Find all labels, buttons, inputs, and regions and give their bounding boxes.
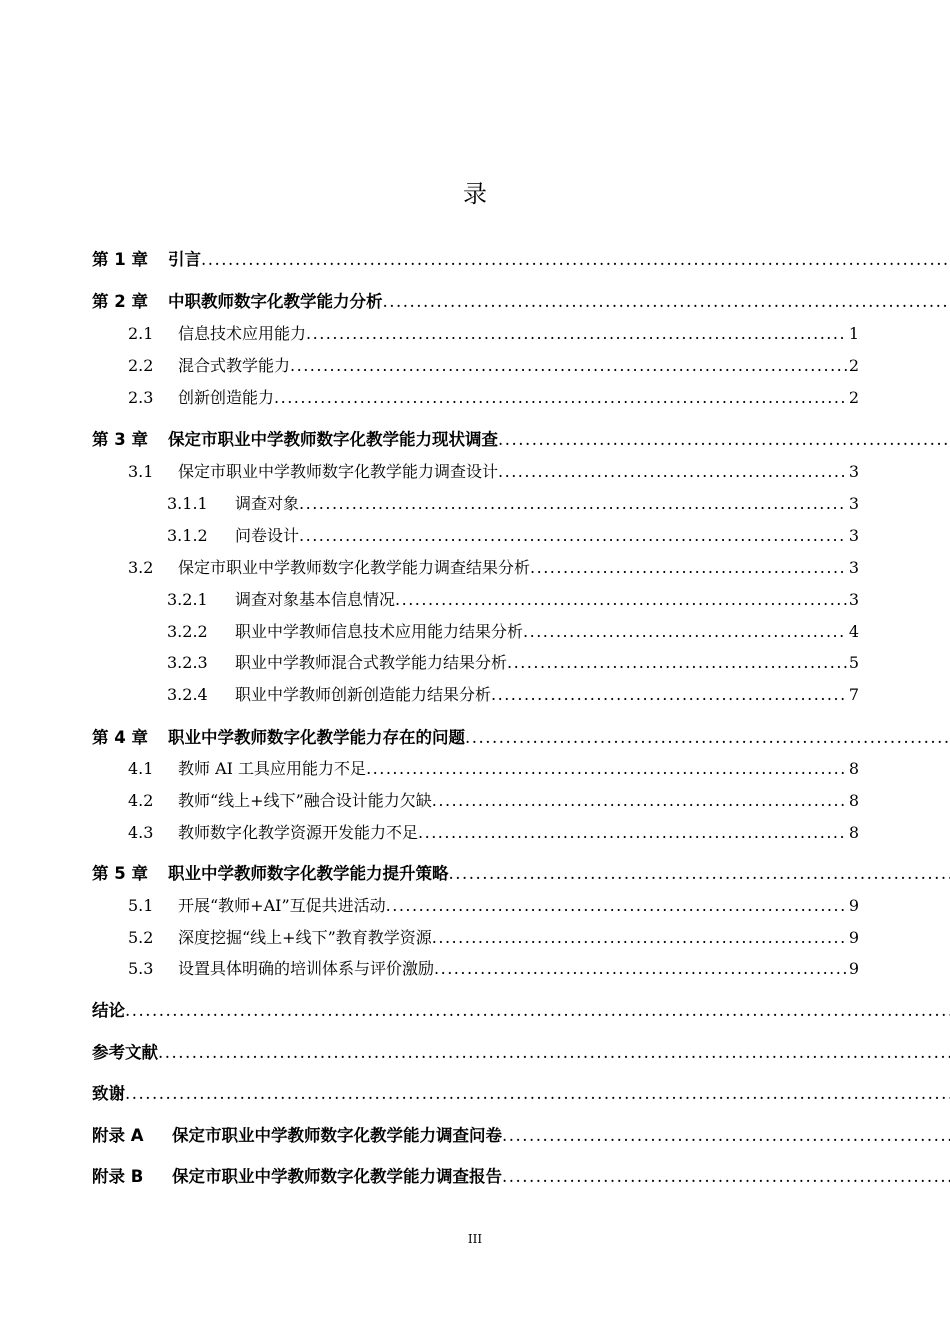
toc-dot-leader (502, 1124, 950, 1148)
toc-dot-leader (465, 726, 950, 750)
toc-entry-number: 2.3 (128, 388, 154, 407)
toc-entry-number: 附录 A (92, 1126, 144, 1145)
toc-entry-number: 4.1 (128, 759, 154, 778)
toc-entry-section[interactable] (128, 322, 859, 346)
toc-entry-title: 深度挖掘“线上+线下”教育教学资源 (178, 928, 432, 947)
toc-entry-chapter[interactable] (92, 248, 950, 272)
toc-page-number: 1 (848, 324, 859, 343)
page-title: 录 (463, 180, 487, 208)
toc-dot-leader (418, 821, 847, 845)
toc-entry-title: 教师数字化教学资源开发能力不足 (178, 823, 419, 842)
toc-entry-number: 3.2.2 (167, 622, 208, 641)
toc-entry-section[interactable] (128, 460, 859, 484)
toc-dot-leader (299, 524, 847, 548)
toc-page-number: 5 (848, 653, 859, 672)
toc-page-number: 2 (848, 388, 859, 407)
toc-entry-chapter[interactable] (92, 1165, 950, 1189)
toc-entry-number: 3.2 (128, 558, 154, 577)
toc-entry-chapter[interactable] (92, 290, 950, 314)
toc-entry-number: 第 1 章 (92, 250, 148, 269)
toc-page-number: 9 (848, 896, 859, 915)
toc-entry-chapter[interactable] (92, 1124, 950, 1148)
toc-entry-number: 5.1 (128, 896, 154, 915)
toc-dot-leader (523, 620, 847, 644)
toc-page-number: 7 (848, 685, 859, 704)
toc-entry-number: 3.2.1 (167, 590, 208, 609)
toc-dot-leader (507, 651, 847, 675)
toc-dot-leader (201, 248, 950, 272)
toc-entry-title: 教师 AI 工具应用能力不足 (178, 759, 367, 778)
toc-entry-title: 职业中学教师数字化教学能力存在的问题 (168, 728, 465, 747)
toc-entry-title: 参考文献 (92, 1043, 158, 1062)
toc-entry-number: 3.2.3 (167, 653, 208, 672)
toc-entry-subsection[interactable] (167, 620, 859, 644)
toc-entry-number: 4.3 (128, 823, 154, 842)
toc-entry-title: 职业中学教师混合式教学能力结果分析 (235, 653, 508, 672)
toc-page-number: 4 (848, 622, 859, 641)
toc-entry-title: 中职教师数字化教学能力分析 (168, 292, 383, 311)
toc-dot-leader (299, 492, 847, 516)
toc-dot-leader (530, 556, 847, 580)
toc-page-number: 3 (848, 526, 859, 545)
toc-dot-leader (432, 789, 847, 813)
toc-dot-leader (125, 999, 950, 1023)
toc-page-number: 3 (848, 462, 859, 481)
toc-entry-section[interactable] (128, 556, 859, 580)
toc-entry-number: 4.2 (128, 791, 154, 810)
toc-entry-subsection[interactable] (167, 492, 859, 516)
toc-entry-title: 保定市职业中学教师数字化教学能力调查问卷 (172, 1126, 502, 1145)
toc-dot-leader (306, 322, 847, 346)
toc-entry-title: 设置具体明确的培训体系与评价激励 (178, 959, 435, 978)
toc-dot-leader (502, 1165, 950, 1189)
toc-entry-title: 调查对象 (235, 494, 300, 513)
toc-entry-title: 保定市职业中学教师数字化教学能力调查设计 (178, 462, 499, 481)
toc-entry-section[interactable] (128, 926, 859, 950)
toc-entry-chapter[interactable] (92, 862, 950, 886)
toc-page-number: 2 (848, 356, 859, 375)
toc-entry-number: 3.1.1 (167, 494, 208, 513)
toc-entry-title: 教师“线上+线下”融合设计能力欠缺 (178, 791, 432, 810)
toc-entry-title: 问卷设计 (235, 526, 300, 545)
toc-entry-title: 职业中学教师数字化教学能力提升策略 (168, 864, 449, 883)
toc-dot-leader (386, 894, 847, 918)
toc-entry-number: 第 3 章 (92, 430, 148, 449)
toc-dot-leader (432, 926, 847, 950)
toc-entry-subsection[interactable] (167, 683, 859, 707)
toc-entry-number: 5.3 (128, 959, 154, 978)
toc-entry-section[interactable] (128, 894, 859, 918)
toc-entry-number: 3.2.4 (167, 685, 208, 704)
toc-dot-leader (383, 290, 950, 314)
toc-entry-number: 附录 B (92, 1167, 144, 1186)
toc-page-number: 8 (848, 823, 859, 842)
toc-entry-title: 引言 (168, 250, 201, 269)
toc-entry-section[interactable] (128, 386, 859, 410)
toc-entry-number: 5.2 (128, 928, 154, 947)
toc-entry-title: 保定市职业中学教师数字化教学能力现状调查 (168, 430, 498, 449)
toc-entry-section[interactable] (128, 821, 859, 845)
toc-dot-leader (498, 428, 950, 452)
toc-page-number: 9 (848, 959, 859, 978)
toc-dot-leader (434, 957, 847, 981)
toc-entry-section[interactable] (128, 757, 859, 781)
toc-entry-title: 保定市职业中学教师数字化教学能力调查结果分析 (178, 558, 531, 577)
toc-page-number: 3 (848, 558, 859, 577)
toc-entry-number: 第 2 章 (92, 292, 148, 311)
toc-page-number: 3 (848, 590, 859, 609)
toc-entry-number: 2.1 (128, 324, 154, 343)
toc-entry-title: 致谢 (92, 1084, 125, 1103)
toc-dot-leader (290, 354, 847, 378)
toc-entry-title: 创新创造能力 (178, 388, 275, 407)
toc-entry-title: 职业中学教师信息技术应用能力结果分析 (235, 622, 524, 641)
toc-page-number: 8 (848, 759, 859, 778)
toc-page-number: 3 (848, 494, 859, 513)
toc-entry-number: 3.1 (128, 462, 154, 481)
toc-entry-title: 职业中学教师创新创造能力结果分析 (235, 685, 492, 704)
toc-entry-title: 结论 (92, 1001, 125, 1020)
toc-dot-leader (125, 1082, 950, 1106)
toc-dot-leader (498, 460, 847, 484)
toc-entry-chapter[interactable] (92, 999, 950, 1023)
toc-entry-section[interactable] (128, 789, 859, 813)
toc-entry-title: 信息技术应用能力 (178, 324, 307, 343)
toc-dot-leader (274, 386, 847, 410)
toc-dot-leader (158, 1041, 950, 1065)
toc-entry-section[interactable] (128, 354, 859, 378)
toc-entry-chapter[interactable] (92, 1041, 950, 1065)
toc-entry-title: 调查对象基本信息情况 (235, 590, 396, 609)
toc-entry-chapter[interactable] (92, 1082, 950, 1106)
toc-entry-subsection[interactable] (167, 588, 859, 612)
toc-entry-number: 3.1.2 (167, 526, 208, 545)
toc-page-number: 8 (848, 791, 859, 810)
toc-entry-number: 2.2 (128, 356, 154, 375)
toc-entry-number: 第 5 章 (92, 864, 148, 883)
toc-entry-chapter[interactable] (92, 428, 950, 452)
footer-page-number: III (467, 1232, 483, 1246)
toc-entry-title: 保定市职业中学教师数字化教学能力调查报告 (172, 1167, 502, 1186)
toc-entry-chapter[interactable] (92, 726, 950, 750)
toc-dot-leader (366, 757, 847, 781)
toc-entry-section[interactable] (128, 957, 859, 981)
toc-dot-leader (491, 683, 847, 707)
toc-entry-subsection[interactable] (167, 524, 859, 548)
toc-dot-leader (449, 862, 950, 886)
toc-dot-leader (395, 588, 847, 612)
toc-entry-number: 第 4 章 (92, 728, 148, 747)
toc-entry-subsection[interactable] (167, 651, 859, 675)
toc-entry-title: 混合式教学能力 (178, 356, 291, 375)
toc-entry-title: 开展“教师+AI”互促共进活动 (178, 896, 386, 915)
toc-page-number: 9 (848, 928, 859, 947)
